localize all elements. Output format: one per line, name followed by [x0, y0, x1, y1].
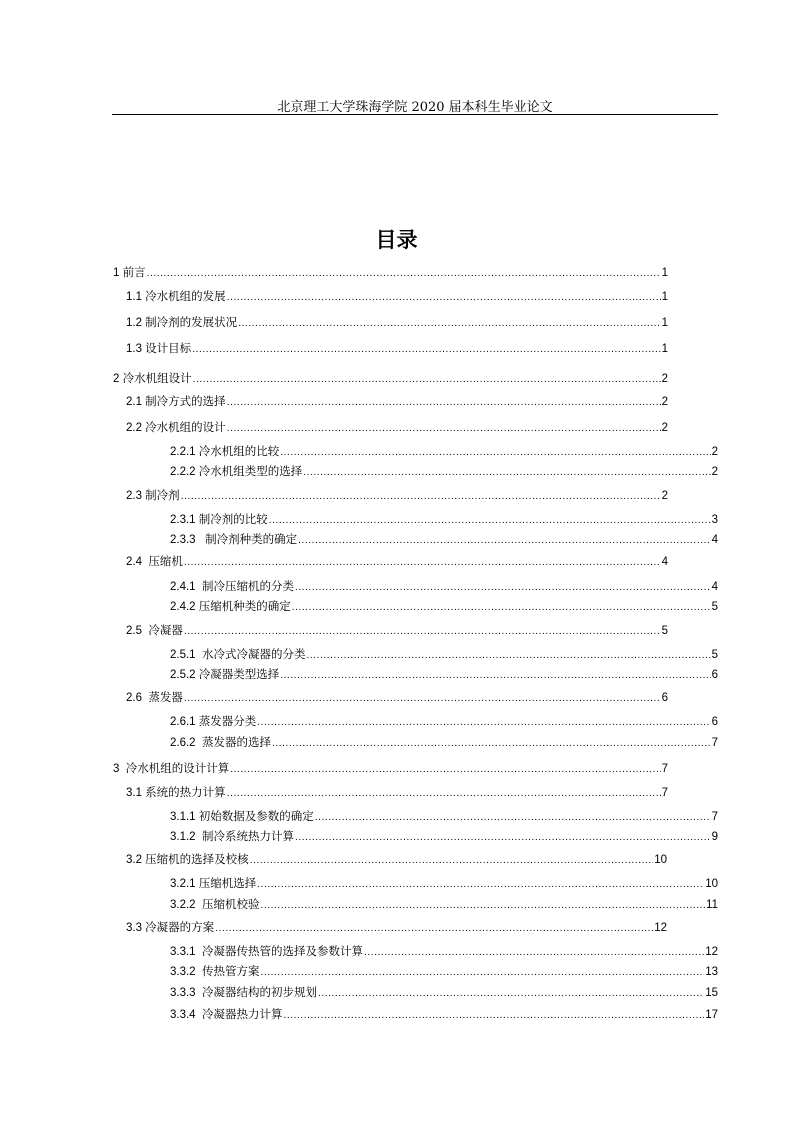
toc-title: 目录: [375, 227, 418, 252]
toc-entry-page: 1: [661, 317, 668, 329]
toc-dot-leader: [306, 650, 710, 661]
toc-entry-page: 4: [711, 534, 718, 546]
toc-entry[interactable]: [126, 314, 668, 330]
toc-entry-page: 12: [705, 946, 718, 958]
toc-entry-label: 2.4 压缩机: [126, 556, 183, 568]
toc-entry[interactable]: [170, 511, 718, 527]
toc-entry-label: 3.3 冷凝器的方案: [126, 922, 215, 934]
toc-dot-leader: [315, 812, 711, 823]
toc-entry-page: 17: [705, 1009, 718, 1021]
toc-entry-page: 7: [661, 763, 668, 775]
toc-entry-page: 13: [705, 966, 718, 978]
toc-entry[interactable]: [113, 370, 668, 386]
toc-entry-label: 3 冷水机组的设计计算: [113, 763, 230, 775]
page-header: 北京理工大学珠海学院 2020 届本科生毕业论文: [277, 100, 553, 115]
toc-entry[interactable]: [126, 919, 667, 935]
toc-dot-leader: [260, 967, 704, 978]
toc-entry-page: 3: [711, 514, 718, 526]
toc-entry-label: 2.6.1 蒸发器分类: [170, 716, 257, 728]
toc-dot-leader: [257, 717, 710, 728]
toc-dot-leader: [364, 947, 704, 958]
toc-entry-label: 3.3.3 冷凝器结构的初步规划: [170, 987, 317, 999]
toc-dot-leader: [283, 1010, 704, 1021]
toc-entry[interactable]: [170, 646, 718, 662]
toc-dot-leader: [227, 423, 661, 434]
toc-entry-page: 4: [711, 581, 718, 593]
toc-entry-label: 2.2 冷水机组的设计: [126, 422, 226, 434]
toc-dot-leader: [272, 738, 711, 749]
toc-dot-leader: [238, 318, 660, 329]
toc-entry-page: 7: [661, 787, 668, 799]
toc-entry-page: 6: [661, 692, 668, 704]
toc-entry-label: 2.1 制冷方式的选择: [126, 396, 226, 408]
toc-entry[interactable]: [170, 896, 718, 912]
toc-entry-label: 2.6 蒸发器: [126, 692, 183, 704]
toc-entry-label: 2.4.2 压缩机种类的确定: [170, 601, 291, 613]
toc-dot-leader: [250, 855, 654, 866]
toc-dot-leader: [147, 268, 661, 279]
toc-entry-label: 3.2.2 压缩机校验: [170, 899, 260, 911]
toc-dot-leader: [227, 292, 661, 303]
toc-entry-label: 2.3 制冷剂: [126, 490, 180, 502]
toc-entry-page: 11: [706, 899, 718, 911]
toc-entry-page: 5: [661, 625, 668, 637]
toc-dot-leader: [215, 923, 653, 934]
toc-entry-label: 1.3 设计目标: [126, 343, 192, 355]
toc-entry-label: 2.3.1 制冷剂的比较: [170, 514, 268, 526]
toc-entry[interactable]: [170, 531, 718, 547]
toc-entry-page: 7: [711, 737, 718, 749]
toc-entry[interactable]: [126, 784, 668, 800]
toc-entry-label: 2.2.2 冷水机组类型的选择: [170, 466, 303, 478]
toc-entry[interactable]: [170, 734, 718, 750]
toc-entry-page: 1: [661, 343, 668, 355]
toc-dot-leader: [280, 447, 710, 458]
toc-entry[interactable]: [170, 578, 718, 594]
toc-entry[interactable]: [170, 875, 718, 891]
toc-entry[interactable]: [170, 828, 718, 844]
toc-entry-label: 2.5 冷凝器: [126, 625, 183, 637]
toc-entry-label: 3.2.1 压缩机选择: [170, 878, 257, 890]
toc-entry-page: 10: [705, 878, 718, 890]
toc-entry-page: 1: [661, 291, 668, 303]
toc-dot-leader: [184, 626, 661, 637]
toc-entry-label: 1.1 冷水机组的发展: [126, 291, 226, 303]
toc-entry[interactable]: [126, 689, 668, 705]
toc-entry-page: 2: [661, 422, 668, 434]
toc-entry-page: 1: [661, 267, 668, 279]
toc-entry-page: 2: [711, 466, 718, 478]
toc-entry[interactable]: [170, 598, 718, 614]
toc-dot-leader: [295, 582, 711, 593]
toc-entry-label: 3.1 系统的热力计算: [126, 787, 226, 799]
toc-entry[interactable]: [113, 760, 668, 776]
toc-dot-leader: [184, 557, 661, 568]
toc-entry-page: 2: [661, 490, 668, 502]
toc-entry-label: 3.3.2 传热管方案: [170, 966, 260, 978]
toc-entry-label: 3.1.2 制冷系统热力计算: [170, 831, 294, 843]
toc-dot-leader: [269, 515, 711, 526]
toc-dot-leader: [192, 344, 660, 355]
toc-entry[interactable]: [170, 463, 718, 479]
toc-entry-page: 12: [654, 922, 667, 934]
toc-dot-leader: [280, 670, 710, 681]
toc-entry[interactable]: [126, 393, 668, 409]
toc-entry[interactable]: [126, 553, 668, 569]
toc-dot-leader: [193, 374, 661, 385]
toc-dot-leader: [303, 467, 710, 478]
toc-dot-leader: [295, 832, 711, 843]
toc-entry-label: 2.3.3 制冷剂种类的确定: [170, 534, 298, 546]
toc-entry-label: 3.3.1 冷凝器传热管的选择及参数计算: [170, 946, 363, 958]
toc-entry[interactable]: [126, 419, 668, 435]
toc-dot-leader: [184, 693, 661, 704]
toc-entry[interactable]: [170, 984, 718, 1000]
toc-dot-leader: [227, 788, 661, 799]
toc-entry-label: 3.1.1 初始数据及参数的确定: [170, 811, 314, 823]
toc-entry-page: 5: [711, 601, 718, 613]
toc-entry-page: 10: [654, 854, 667, 866]
toc-entry-page: 6: [711, 669, 718, 681]
toc-entry[interactable]: [170, 943, 718, 959]
toc-entry[interactable]: [126, 622, 668, 638]
toc-entry-page: 7: [711, 811, 718, 823]
toc-entry[interactable]: [126, 340, 668, 356]
toc-entry-label: 2.6.2 蒸发器的选择: [170, 737, 271, 749]
toc-entry-page: 15: [705, 987, 718, 999]
toc-entry[interactable]: [170, 443, 718, 459]
toc-entry-label: 1 前言: [113, 267, 146, 279]
toc-entry-page: 9: [711, 831, 718, 843]
toc-dot-leader: [260, 900, 705, 911]
toc-entry-label: 2.5.1 水冷式冷凝器的分类: [170, 649, 306, 661]
toc-entry[interactable]: [170, 808, 718, 824]
toc-entry[interactable]: [126, 487, 668, 503]
toc-dot-leader: [292, 602, 711, 613]
toc-entry[interactable]: [170, 666, 718, 682]
toc-entry-label: 2.5.2 冷凝器类型选择: [170, 669, 280, 681]
toc-entry[interactable]: [126, 851, 667, 867]
toc-entry-label: 2.4.1 制冷压缩机的分类: [170, 581, 294, 593]
toc-dot-leader: [318, 988, 704, 999]
toc-dot-leader: [230, 764, 660, 775]
toc-entry-page: 2: [661, 373, 668, 385]
toc-entry-page: 6: [711, 716, 718, 728]
toc-entry[interactable]: [126, 288, 668, 304]
toc-entry[interactable]: [170, 713, 718, 729]
toc-entry[interactable]: [170, 1006, 718, 1022]
toc-entry-label: 3.3.4 冷凝器热力计算: [170, 1009, 283, 1021]
toc-entry-page: 5: [711, 649, 718, 661]
toc-dot-leader: [298, 535, 710, 546]
toc-entry-label: 2.2.1 冷水机组的比较: [170, 446, 280, 458]
toc-entry-label: 2 冷水机组设计: [113, 373, 192, 385]
toc-entry-label: 3.2 压缩机的选择及校核: [126, 854, 249, 866]
toc-dot-leader: [181, 491, 661, 502]
toc-entry-page: 2: [711, 446, 718, 458]
toc-entry-label: 1.2 制冷剂的发展状况: [126, 317, 238, 329]
toc-dot-leader: [227, 397, 661, 408]
toc-entry-page: 4: [661, 556, 668, 568]
toc-entry-page: 2: [661, 396, 668, 408]
toc-dot-leader: [257, 879, 704, 890]
toc-entry[interactable]: [170, 963, 718, 979]
toc-entry[interactable]: [113, 264, 668, 280]
